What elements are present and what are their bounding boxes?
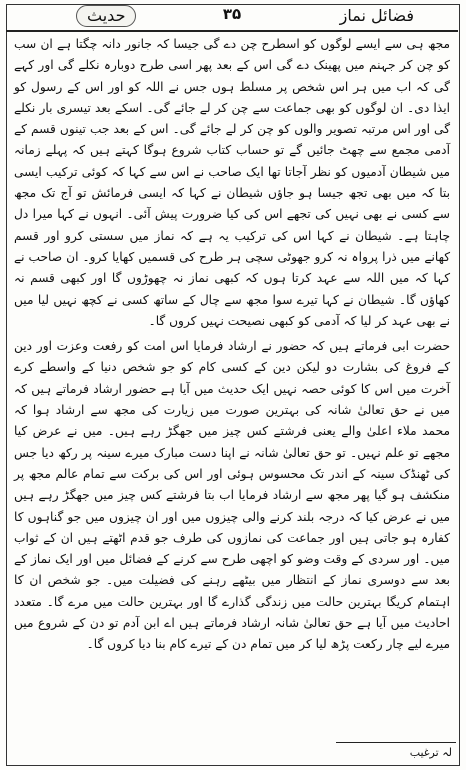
header-ornament: حدیث <box>76 5 136 27</box>
book-title: فضائل نماز <box>339 6 414 25</box>
footnote: لہ ترغیب <box>409 746 452 759</box>
paragraph-1: مجھ ہی سے ایسے لوگوں کو اسطرح چن دے گی جیسا کہ جانور دانہ چگتا ہے ان سب کو چن کر جہنم میں پھینک دے گی اس کے بعد پھر اسی طرح دوبارہ نکلے گی اور کہے گی کہ اب میں ہر اس شخص پر مسلط ہوں جس نے اللہ کو اور اس کے رسول کو ایذا دی۔ ان لوگوں کو بھی جماعت سے چن کر لے جائے گی۔ اسکے بعد تیسری بار نکلے گی اور اس مرتبہ تصویر والوں کو چن کر لے جائے گی۔ اس کے بعد جب تینوں قسم کے آدمی مجمع سے چھٹ جائیں گے تو حساب کتاب شروع ہوگا کہتے ہیں کہ پہلے زمانہ میں شیطان آدمیوں کو نظر آجاتا تھا ایک صاحب نے اس سے کہا کہ کوئی ترکیب ایسی بتا کہ میں بھی تجھ جیسا ہو جاؤں شیطان نے کہا کہ ایسی فرمائش تو آج تک مجھ سے کسی نے بھی نہیں کی تجھے اس کی کیا ضرورت پیش آئی۔ انہوں نے کہا میرا دل چاہتا ہے۔ شیطان نے کہا اس کی ترکیب یہ ہے کہ نماز میں سستی کرو اور قسم کھانے میں ذرا پرواہ نہ کرو جھوٹی سچی ہر طرح کی قسمیں کھایا کرو۔ ان صاحب نے کہا کہ میں اللہ سے عہد کرتا ہوں کہ کبھی نماز نہ چھوڑوں گا اور کبھی قسم نہ کھاؤں گا۔ شیطان نے کہا تیرے سوا مجھ سے چال کے ساتھ کسی نے کچھ نہیں لیا میں نے بھی عہد کر لیا کہ آدمی کو کبھی نصیحت نہیں کروں گا۔ <box>14 37 450 328</box>
paragraph-2: حضرت ابی فرماتے ہیں کہ حضور نے ارشاد فرمایا اس امت کو رفعت وعزت اور دین کے فروغ کی بشارت دو لیکن دین کے کسی کام کو جو شخص دنیا کے واسطے کرے آخرت میں اس کا کوئی حصہ نہیں ایک حدیث میں آیا ہے حضور ارشاد فرماتے ہیں کہ میں نے حق تعالیٰ شانہ کی بہترین صورت میں زیارت کی مجھ سے ارشاد ہوا کہ محمد ملاء اعلیٰ والے یعنی فرشتے کس چیز میں جھگڑ رہے ہیں۔ میں نے عرض کیا مجھے تو علم نہیں۔ تو حق تعالیٰ شانہ نے اپنا دست مبارک میرے سینہ پر رکھ دیا جس کی ٹھنڈک سینہ کے اندر تک محسوس ہوئی اور اس کی برکت سے تمام عالم مجھ پر منکشف ہو گیا پھر مجھ سے ارشاد فرمایا اب بتا فرشتے کس چیز میں جھگڑ رہے ہیں میں نے عرض کیا کہ درجہ بلند کرنے والی چیزوں میں اور ان چیزوں میں جو گناہوں کا کفارہ ہو جاتی ہیں اور جماعت کی نمازوں کی طرف جو قدم اٹھتے ہیں ان کے ثواب میں۔ اور سردی کے وقت وضو کو اچھی طرح سے کرنے کے فضائل میں اور ایک نماز کے بعد سے دوسری نماز کے انتظار میں بیٹھے رہنے کی فضیلت میں۔ جو شخص ان کا اہتمام کریگا بہترین حالت میں زندگی گذارے گا اور بہترین حالت میں مرے گا۔ متعدد احادیث میں آیا ہے حق تعالیٰ شانہ ارشاد فرماتے ہیں اے ابن آدم تو دن کے شروع میں میرے لیے چار رکعت پڑھ لیا کر میں تمام دن کے تیرے کام بنا دیا کروں گا۔ <box>14 339 450 652</box>
page-number: ۳۵ <box>222 5 242 23</box>
page-content <box>14 34 450 656</box>
page-header <box>6 4 458 32</box>
footnote-divider <box>336 742 456 743</box>
